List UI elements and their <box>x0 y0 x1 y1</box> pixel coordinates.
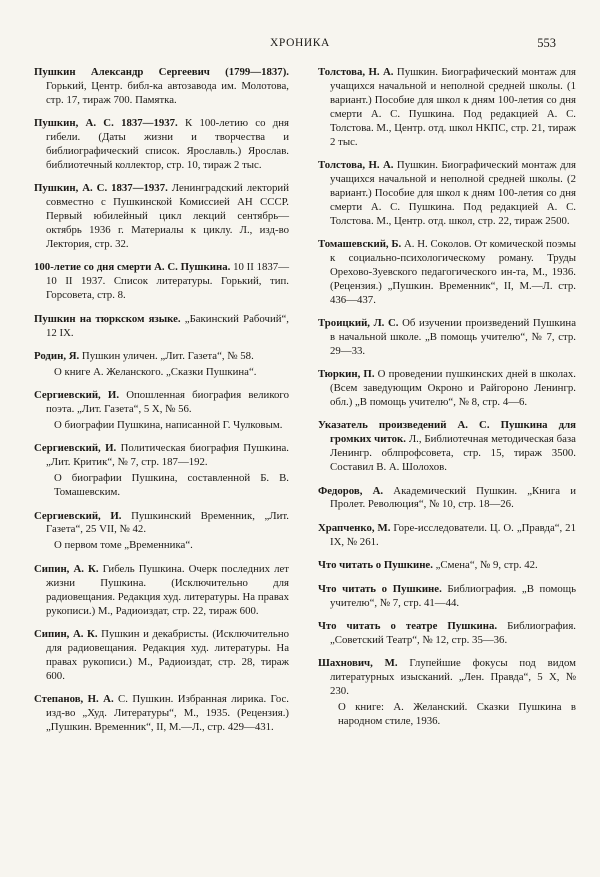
bibliography-entry <box>318 522 576 550</box>
bibliography-entry <box>34 693 289 735</box>
entry-author: Сергиевский, И. <box>34 509 122 522</box>
entry-note: О книге А. Желанского. „Сказки Пушкина“. <box>54 365 257 378</box>
entry-author: Толстова, Н. А. <box>318 66 394 78</box>
entry-text: Горький, Центр. библ-ка автозавода им. Молотова, стр. 17, тираж 700. Памятка. <box>46 79 289 106</box>
bibliography-entry <box>34 628 289 684</box>
bibliography-entry <box>318 657 576 729</box>
bibliography-entry <box>34 261 289 303</box>
entry-note: О биографии Пушкина, написанной Г. Чулковым. <box>54 419 283 432</box>
entry-text: Ленинградский лекторий совместно с Пушкинской Комиссией АН СССР. Первый юбилейный цикл лекций сентябрь—октябрь 1936 г. Материалы к циклу. Л., изд-во Лектория, стр. 32. <box>46 182 289 250</box>
entry-text: Политическая биография Пушкина. „Лит. Критик“, № 7, стр. 187—192. <box>46 442 289 469</box>
entry-text: Библиография. „Советский Театр“, № 12, стр. 35—36. <box>330 619 576 646</box>
bibliography-entry <box>34 313 289 341</box>
page-number: 553 <box>537 36 556 50</box>
entry-note: О книге: А. Желанский. Сказки Пушкина в народном стиле, 1936. <box>338 700 576 727</box>
bibliography-entry <box>318 317 576 359</box>
entry-text: С. Пушкин. Избранная лирика. Гос. изд-во „Худ. Литературы“, М., 1935. (Рецензия.) „Пушкин. Временник“, II, М.—Л., стр. 429—431. <box>46 693 289 733</box>
entry-text: 10 II 1837—10 II 1937. Список литературы. Горький, тип. Горсовета, стр. 8. <box>46 261 289 302</box>
entry-author: Степанов, Н. А. <box>34 693 114 706</box>
entry-text: „Смена“, № 9, стр. 42. <box>432 559 538 572</box>
entry-author: Сипин, А. К. <box>34 627 98 640</box>
running-title: ХРОНИКА <box>270 37 330 49</box>
entry-text: Пушкин. Биографический монтаж для учащихся начальной и неполной средней школы. (1 вариант.) Пособие для школ к дням 100-летия со дня смерти А. С. Пушкина. Под редакцией А. С. Толстова. М., Центр. отд. школ НКПС, стр. 21, тираж 2 тыс. <box>330 66 576 148</box>
bibliography-entry <box>318 159 576 229</box>
entry-text: А. Н. Соколов. От комической поэмы к социально-психологическому роману. Труды Орехово-Зуевского педагогического ин-та, М., 1936. (Рецензия.) „Пушкин. Временник“, II, М.—Л. стр. 436—437. <box>330 237 576 306</box>
entry-author: Федоров, А. <box>318 484 384 497</box>
entry-note: О первом томе „Временника“. <box>54 539 193 552</box>
entry-author: Храпченко, М. <box>318 521 391 534</box>
entry-author: Указатель произведений А. С. Пушкина для громких читок. <box>318 419 576 446</box>
entry-author: Что читать о Пушкине. <box>318 582 442 595</box>
entry-text: Библиография. „В помощь учителю“, № 7, стр. 41—44. <box>330 582 576 609</box>
bibliography-entry <box>318 583 576 611</box>
entry-author: 100-летие со дня смерти А. С. Пушкина. <box>34 261 231 274</box>
entry-text: О проведении пушкинских дней в школах. (Всем заведующим Окроно и Райгороно Ленингр. обл.) „В помощь учителю“, № 8, стр. 4—6. <box>330 368 576 409</box>
entry-text: Пушкин уличен. „Лит. Газета“, № 58. <box>79 349 254 362</box>
entry-note: О биографии Пушкина, составленной Б. В. Томашевским. <box>54 472 289 499</box>
entry-author: Сипин, А. К. <box>34 562 99 575</box>
entry-text: Горе-исследователи. Ц. О. „Правда“, 21 IX, № 261. <box>330 521 576 548</box>
bibliography-entry <box>34 389 289 433</box>
bibliography-entry <box>34 66 289 108</box>
entry-author: Сергиевский, И. <box>34 442 117 455</box>
bibliography-entry <box>318 368 576 410</box>
bibliography-entry <box>34 510 289 554</box>
entry-author: Что читать о Пушкине. <box>318 559 433 572</box>
bibliography-entry <box>34 182 289 252</box>
bibliography-entry <box>318 419 576 475</box>
entry-author: Толстова, Н. А. <box>318 158 394 171</box>
bibliography-entry <box>318 238 576 308</box>
entry-text: Глупейшие фокусы под видом литературных изысканий. „Лен. Правда“, 5 X, № 230. <box>330 657 576 698</box>
entry-text: Опошленная биография великого поэта. „Лит. Газета“, 5 X, № 56. <box>46 389 289 416</box>
left-column <box>34 66 289 744</box>
entry-author: Троицкий, Л. С. <box>318 317 399 329</box>
bibliography-entry <box>318 620 576 648</box>
entry-author: Пушкин, А. С. 1837—1937. <box>34 182 168 195</box>
entry-text: Гибель Пушкина. Очерк последних лет жизни Пушкина. (Исключительно для радиовещания. Редакция худ. литературы. На правах рукописи.) М., Радиоиздат, стр. 22, тираж 600. <box>46 562 289 617</box>
entry-text: Пушкинский Временник, „Лит. Газета“, 25 VII, № 42. <box>46 509 289 536</box>
right-column <box>318 66 576 738</box>
bibliography-entry <box>34 563 289 619</box>
entry-text: Академический Пушкин. „Книга и Пролет. Революция“, № 10, стр. 18—26. <box>330 484 576 511</box>
entry-text: К 100-летию со дня гибели. (Даты жизни и творчества и библиографический список. Ярославль.) Ярослав. библиотечный коллектор, стр. 10, тираж 2 тыс. <box>46 117 289 171</box>
entry-author: Что читать о театре Пушкина. <box>318 619 498 632</box>
entry-author: Родин, Я. <box>34 349 80 362</box>
bibliography-entry <box>34 442 289 500</box>
bibliography-entry <box>318 66 576 149</box>
entry-text: Пушкин. Биографический монтаж для учащихся начальной и неполной средней школы. (2 вариант.) Пособие для школ к дням 100-летия со дня смерти А. С. Пушкина. Под редакцией А. С. Толстова. М., Центр. отд. школ, стр. 22, тираж 2500. <box>330 158 576 227</box>
entry-text: Об изучении произведений Пушкина в начальной школе. „В помощь учителю“, № 7, стр. 29—33. <box>330 317 576 357</box>
entry-author: Пушкин, А. С. 1837—1937. <box>34 117 178 130</box>
entry-author: Пушкин Александр Сергеевич (1799—1837). <box>34 66 289 78</box>
page-header <box>0 36 600 54</box>
entry-author: Тюркин, П. <box>318 368 375 381</box>
entry-text: Л., Библиотечная методическая база Ленингр. облпрофсовета, стр. 15, тираж 3500. Составил В. А. Шолохов. <box>330 433 576 474</box>
bibliography-entry <box>34 117 289 173</box>
bibliography-entry <box>318 485 576 513</box>
entry-text: „Бакинский Рабочий“, 12 IX. <box>46 312 289 339</box>
entry-author: Шахнович, М. <box>318 657 398 670</box>
entry-author: Пушкин на тюркском языке. <box>34 312 181 325</box>
entry-text: Пушкин и декабристы. (Исключительно для радиовещания. Редакция худ. литературы. На правах рукописи.) М., Радиоиздат, стр. 28, тираж 600. <box>46 627 290 682</box>
bibliography-entry <box>318 559 576 573</box>
bibliography-entry <box>34 350 289 380</box>
entry-author: Сергиевский, И. <box>34 389 120 402</box>
entry-author: Томашевский, Б. <box>318 237 402 250</box>
